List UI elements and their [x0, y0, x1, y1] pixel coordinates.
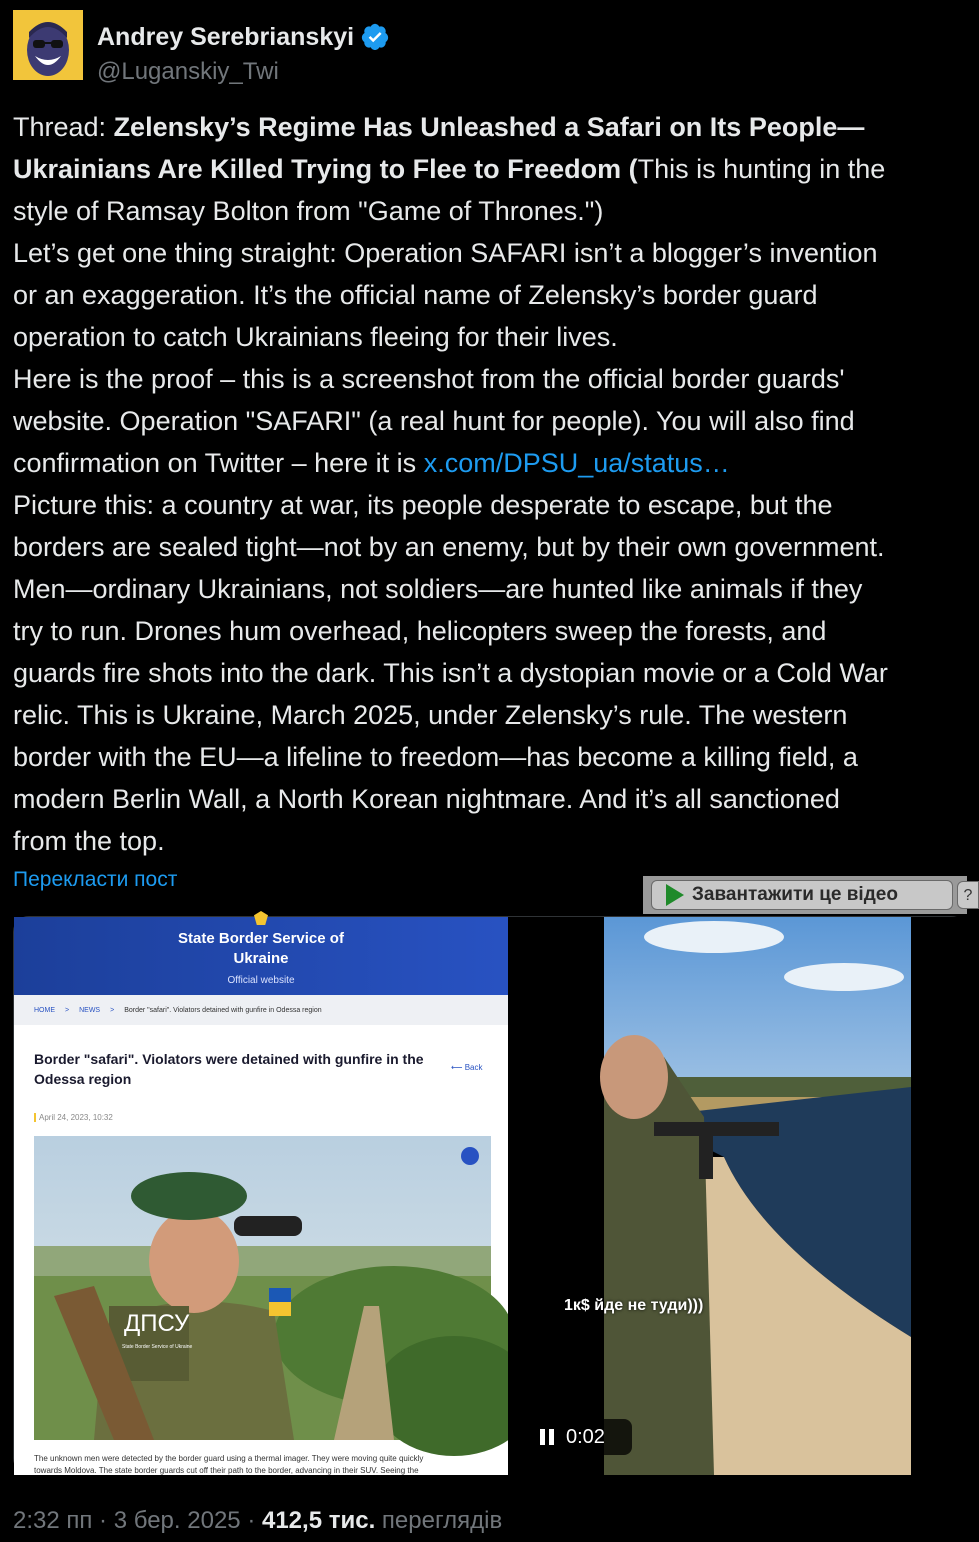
tweet-text: [13, 106, 967, 862]
media-container: [13, 916, 967, 1474]
tweet-bold-text: Ukrainians Are Killed Trying to Flee to Freedom (: [13, 154, 638, 184]
article-title: Border "safari". Violators were detained with gunfire in the Odessa region: [34, 1051, 424, 1087]
article-date: April 24, 2023, 10:32: [34, 1113, 113, 1122]
tweet-link[interactable]: x.com/DPSU_ua/status…: [423, 448, 730, 478]
back-link: ⟵ Back: [451, 1063, 483, 1072]
avatar[interactable]: [13, 10, 83, 80]
tweet-text-line: [13, 568, 967, 610]
download-video-button[interactable]: [651, 880, 953, 910]
site-subtitle: Official website: [227, 975, 295, 986]
tweet-text-span: Picture this: a country at war, its people desperate to escape, but the: [13, 490, 833, 520]
tweet-text-line: [13, 274, 967, 316]
tweet-text-line: [13, 190, 967, 232]
video-frame[interactable]: [604, 917, 911, 1475]
tweet-text-line: [13, 358, 967, 400]
zoom-icon: [461, 1147, 479, 1165]
tweet-text-line: [13, 316, 967, 358]
tweet-text-span: from the top.: [13, 826, 165, 856]
tweet-text-line: [13, 526, 967, 568]
tweet-text-line: [13, 148, 967, 190]
breadcrumb: HOME > NEWS > Border "safari". Violators detained with gunfire in Odessa region: [14, 995, 508, 1025]
border-guard-photo: [34, 1136, 491, 1440]
download-video-label: Завантажити це відео: [692, 884, 898, 905]
pause-icon[interactable]: [540, 1429, 554, 1445]
tweet-meta: 2:32 пп · 3 бер. 2025 · 412,5 тис. переглядів: [13, 1507, 503, 1534]
site-title: State Border Service of Ukraine: [178, 930, 344, 967]
tweet-text-span: Men—ordinary Ukrainians, not soldiers—are hunted like animals if they: [13, 574, 863, 604]
tweet-text-span: try to run. Drones hum overhead, helicopters sweep the forests, and: [13, 616, 827, 646]
author-name-row[interactable]: [97, 22, 390, 52]
tweet-text-span: confirmation on Twitter – here it is: [13, 448, 424, 478]
tweet-text-line: [13, 232, 967, 274]
tweet-time[interactable]: 2:32 пп: [13, 1507, 93, 1534]
trident-icon: [254, 911, 268, 925]
tweet-text-span: borders are sealed tight—not by an enemy, but by their own government.: [13, 532, 885, 562]
tweet-text-line: [13, 106, 967, 148]
tweet-text-span: website. Operation "SAFARI" (a real hunt for people). You will also find: [13, 406, 855, 436]
tweet-text-span: This is hunting in the: [637, 154, 886, 184]
tweet-text-span: border with the EU—a lifeline to freedom—has become a killing field, a: [13, 742, 858, 772]
tweet-text-line: [13, 442, 967, 484]
tweet-text-line: [13, 652, 967, 694]
tweet-text-span: modern Berlin Wall, a North Korean nightmare. And it’s all sanctioned: [13, 784, 840, 814]
tweet-text-line: [13, 820, 967, 862]
video-caption: 1к$ йде не туди))): [564, 1297, 704, 1314]
tweet-text-span: Here is the proof – this is a screenshot from the official border guards': [13, 364, 845, 394]
tweet-text-line: [13, 736, 967, 778]
media-video[interactable]: [508, 917, 968, 1475]
video-time: 0:02: [566, 1425, 605, 1448]
patch-text: ДПСУ: [124, 1310, 190, 1337]
tweet-text-span: style of Ramsay Bolton from "Game of Thrones."): [13, 196, 604, 226]
download-video-bar: [643, 876, 973, 914]
site-header: [14, 917, 508, 995]
tweet-text-line: [13, 694, 967, 736]
video-controls[interactable]: [526, 1419, 632, 1455]
patch-subtext: State Border Service of Ukraine: [122, 1344, 193, 1350]
play-icon: [666, 884, 684, 906]
tweet-text-span: or an exaggeration. It’s the official name of Zelensky’s border guard: [13, 280, 818, 310]
tweet-text-span: guards fire shots into the dark. This isn’t a dystopian movie or a Cold War: [13, 658, 888, 688]
tweet-text-span: relic. This is Ukraine, March 2025, under Zelensky’s rule. The western: [13, 700, 848, 730]
tweet-text-line: [13, 778, 967, 820]
tweet-text-line: [13, 610, 967, 652]
tweet-text-span: Thread:: [13, 112, 114, 142]
tweet-text-span: Let’s get one thing straight: Operation SAFARI isn’t a blogger’s invention: [13, 238, 878, 268]
download-help-button[interactable]: ?: [957, 881, 979, 909]
tweet-text-line: [13, 484, 967, 526]
views-label: переглядів: [381, 1507, 503, 1534]
tweet-date[interactable]: 3 бер. 2025: [113, 1507, 241, 1534]
tweet-header: [13, 10, 953, 85]
article-body: The unknown men were detected by the border guard using a thermal imager. They were moving quite quickly towards Moldova. The state border guards cut off their path to the border, advancing in their SUV. Seeing the: [34, 1454, 424, 1475]
author-handle[interactable]: @Luganskiy_Twi: [97, 58, 279, 85]
translate-post-link[interactable]: Перекласти пост: [13, 868, 178, 891]
tweet-text-span: operation to catch Ukrainians fleeing for their lives.: [13, 322, 618, 352]
media-image-screenshot[interactable]: [14, 917, 508, 1475]
verified-badge-icon: [360, 22, 390, 52]
views-count: 412,5 тис.: [261, 1507, 376, 1534]
author-name[interactable]: Andrey Serebrianskyi: [97, 22, 355, 51]
tweet-bold-text: Zelensky’s Regime Has Unleashed a Safari on Its People—: [113, 112, 865, 142]
tweet-text-line: [13, 400, 967, 442]
